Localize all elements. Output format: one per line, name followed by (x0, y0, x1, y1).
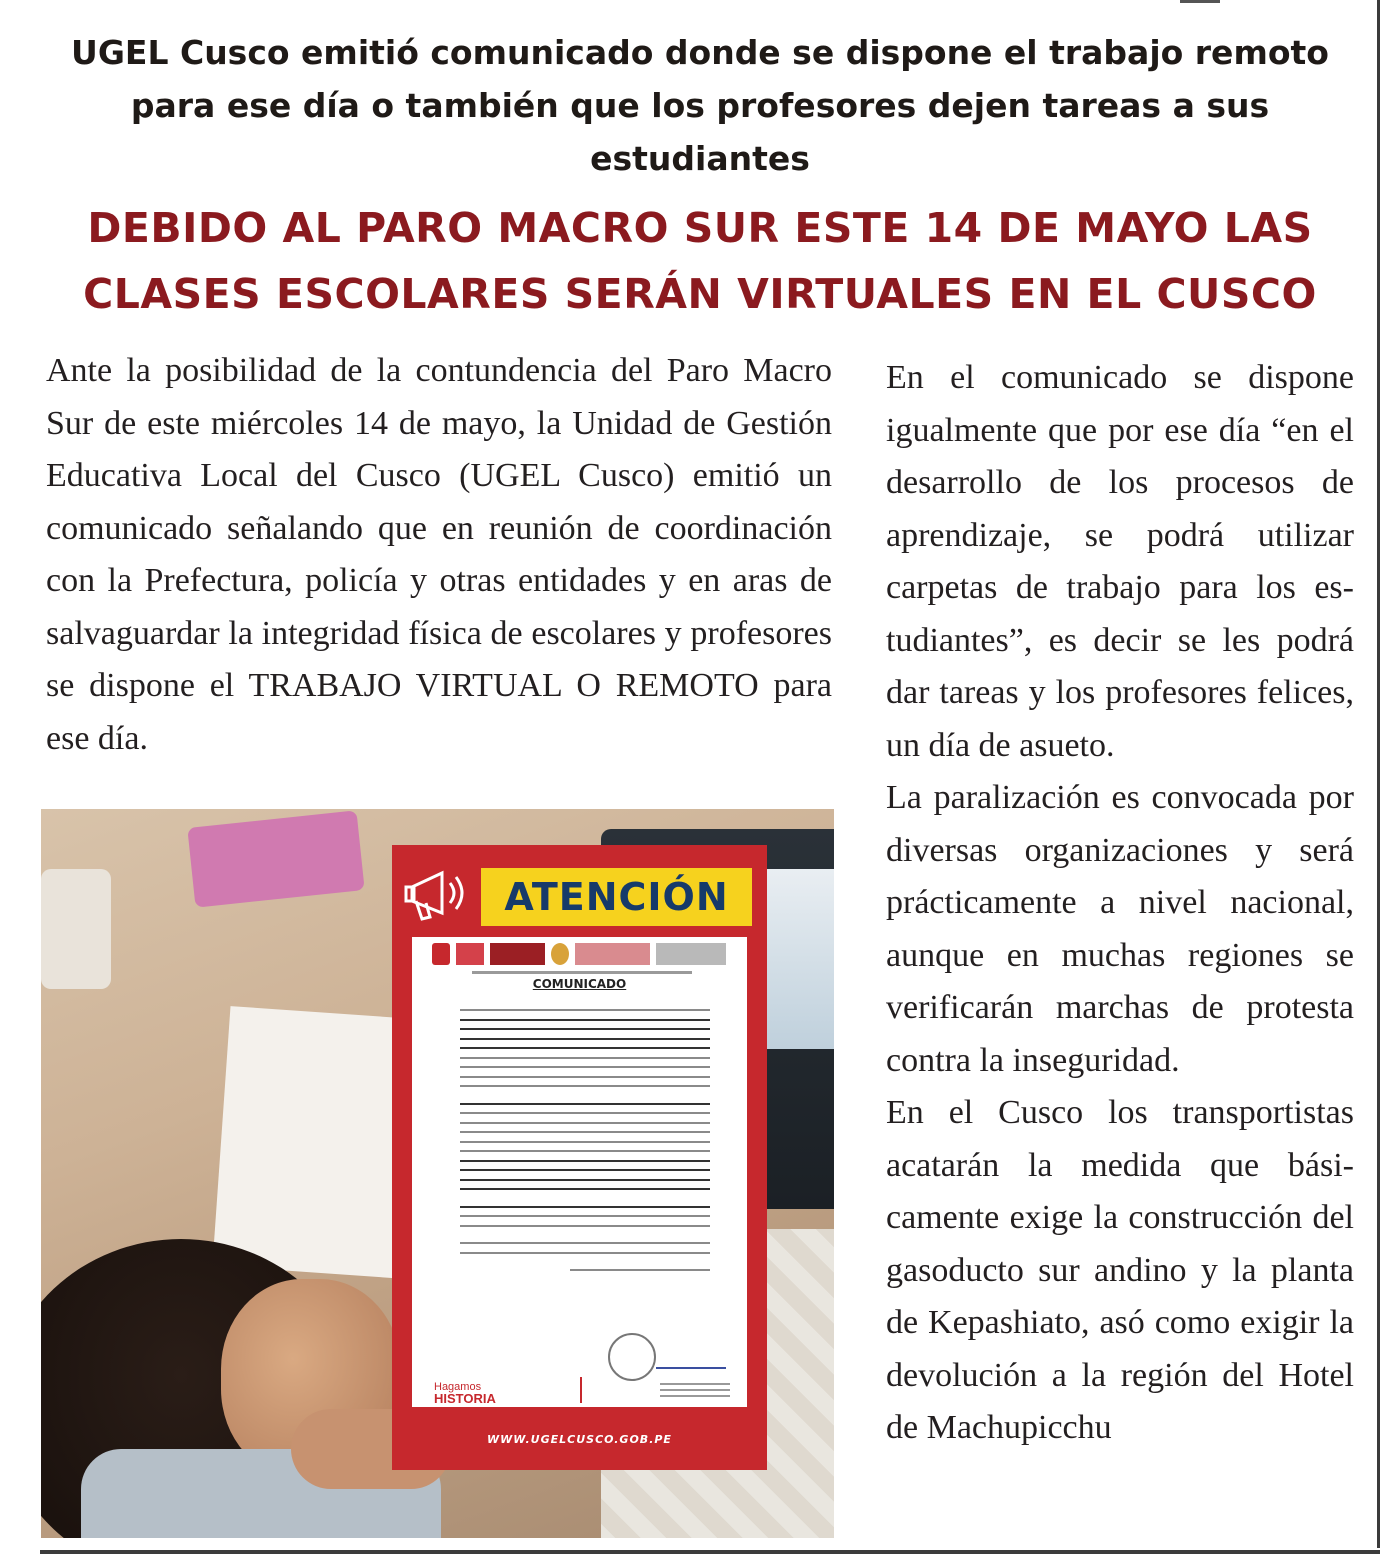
right-column (886, 352, 1354, 1455)
document-body-lines (460, 1009, 710, 1279)
ugel-name-block (656, 943, 726, 965)
footer-separator (580, 1377, 582, 1403)
document-title: COMUNICADO (532, 977, 627, 991)
poster-banner: ATENCIÓN (481, 868, 752, 926)
poster-header (392, 845, 767, 930)
top-corner-mark (1180, 0, 1220, 3)
article-subheadline: UGEL Cusco emitió comunicado donde se dispone el trabajo remoto para ese día o también que los profesores dejen tareas a sus estudiantes (71, 33, 1329, 178)
signature (656, 1337, 726, 1369)
megaphone-icon (402, 855, 482, 935)
hagamos-historia-logo: Hagamos HISTORIA (434, 1381, 496, 1406)
regional-name-block (490, 943, 545, 965)
photo-pink-box (187, 810, 364, 907)
education-name-block (575, 943, 650, 965)
peru-shield-icon (432, 943, 450, 965)
right-paragraph-1: En el comunicado se dispone igualmente que por ese día “en el desarrollo de los procesos de aprendizaje, se podrá utilizar carpetas de trabajo para los estudiantes”, es decir se les podrá dar tareas y los profesores felices, un día de asueto. (886, 359, 1354, 764)
ugel-poster (392, 845, 767, 1470)
education-seal-icon (551, 943, 569, 965)
footer-address-lines (660, 1383, 730, 1401)
document-logos (432, 941, 732, 967)
poster-url: WWW.UGELCUSCO.GOB.PE (487, 1433, 672, 1446)
right-paragraph-3: En el Cusco los transportistas acatarán la medida que básicamente exige la construcción del gasoducto sur andino y la planta de Kepashiato, asó como exigir la devolución a la región del Hotel de Machupicchu (886, 1094, 1354, 1446)
photo-cup (41, 869, 111, 989)
right-column-rule (1377, 0, 1380, 1548)
bottom-rule (40, 1550, 1380, 1554)
article-headline: DEBIDO AL PARO MACRO SUR ESTE 14 DE MAYO LAS CLASES ESCOLARES SERÁN VIRTUALES EN EL CUSCO (83, 204, 1317, 318)
document-motto-line (472, 971, 692, 974)
right-paragraph-2: La paralización es convocada por diversas organizaciones y será prácticamente a nivel nacional, aunque en muchas regiones se verificarán marchas de protesta contra la inseguridad. (886, 779, 1354, 1079)
official-stamp-icon (608, 1333, 656, 1381)
poster-document (412, 937, 747, 1407)
left-column-paragraph: Ante la posibilidad de la contundencia del Paro Macro Sur de este miércoles 14 de mayo, la Unidad de Gestión Educativa Local del Cusco (UGEL Cusco) emitió un comunicado señalando que en reunión de coordinación con la Prefectura, policía y otras entidades y en aras de salvaguardar la integridad física de escolares y profesores se dispone el TRABAJO VIRTUAL O REMOTO para ese día. (46, 352, 832, 757)
regional-logo-icon (456, 943, 484, 965)
